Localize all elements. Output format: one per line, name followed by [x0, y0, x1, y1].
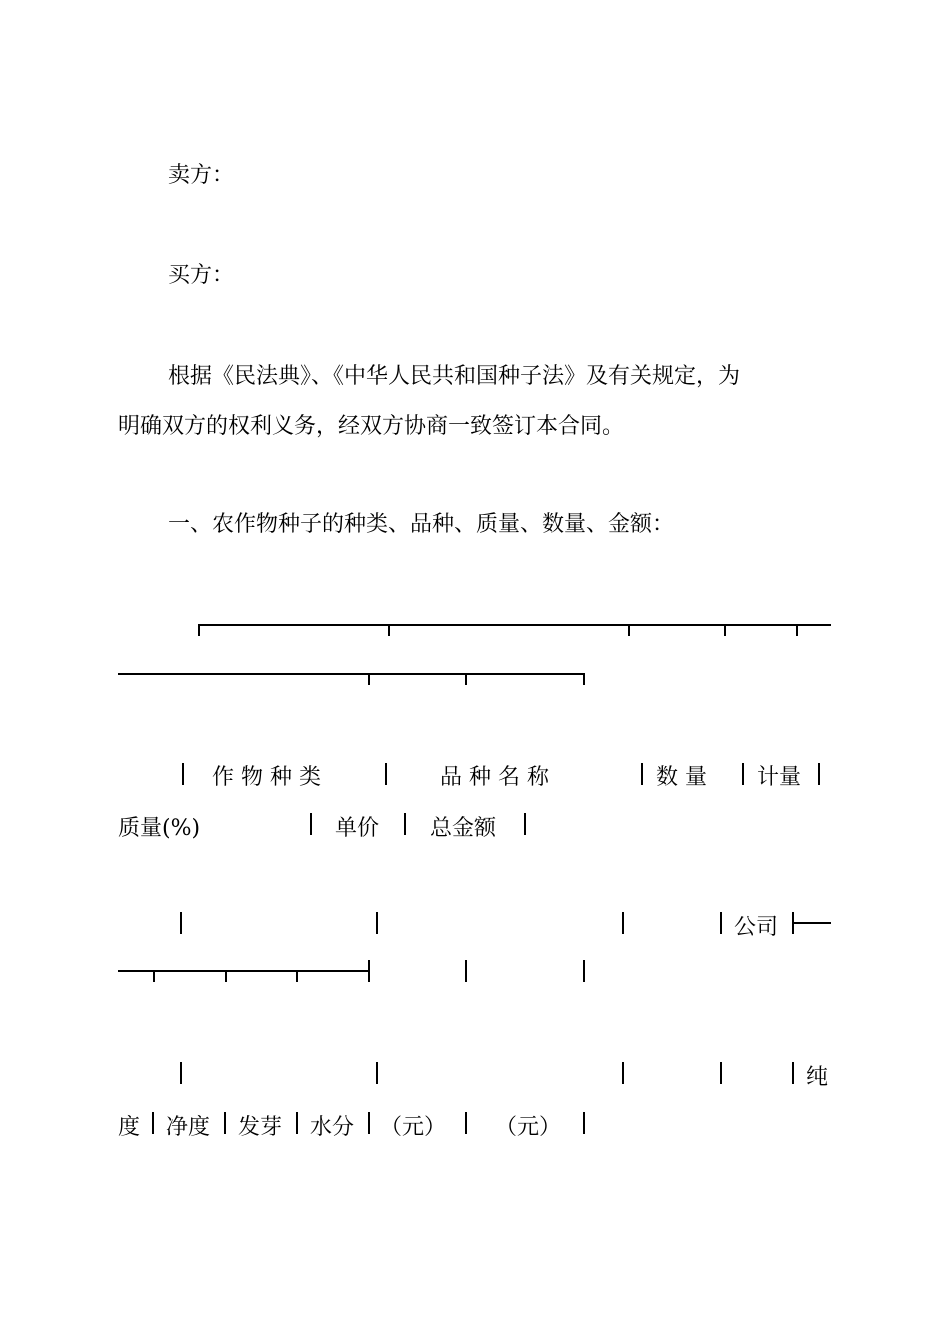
header-unit-price: 单价 [335, 816, 380, 841]
header-total-amount: 总金额 [430, 816, 497, 841]
section-1-heading: 一、农作物种子的种类、品种、质量、数量、金额： [168, 512, 675, 537]
buyer-label: 买方： [168, 263, 235, 288]
seller-label: 卖方： [168, 163, 235, 188]
header-unit: 计量 [757, 765, 802, 790]
row3-cleanliness: 净度 [166, 1115, 211, 1140]
intro-paragraph [118, 352, 833, 452]
header-crop-type: 作 物 种 类 [212, 765, 321, 790]
row3-germination: 发芽 [238, 1115, 283, 1140]
row2-company: 公司 [734, 915, 779, 940]
row3-yuan-unit-price: （元） [380, 1115, 447, 1140]
intro-line-2: 明确双方的权利义务，经双方协商一致签订本合同。 [118, 414, 625, 439]
row3-moisture: 水分 [310, 1115, 355, 1140]
header-variety-name: 品 种 名 称 [440, 765, 549, 790]
header-quantity: 数 量 [656, 765, 707, 790]
row3-purity-part1: 纯 [806, 1065, 829, 1090]
header-quality: 质量(%) [118, 816, 201, 841]
row3-yuan-total: （元） [495, 1115, 562, 1140]
row3-purity-part2: 度 [118, 1115, 141, 1140]
intro-line-1: 根据《民法典》、《中华人民共和国种子法》及有关规定，为 [168, 364, 741, 389]
